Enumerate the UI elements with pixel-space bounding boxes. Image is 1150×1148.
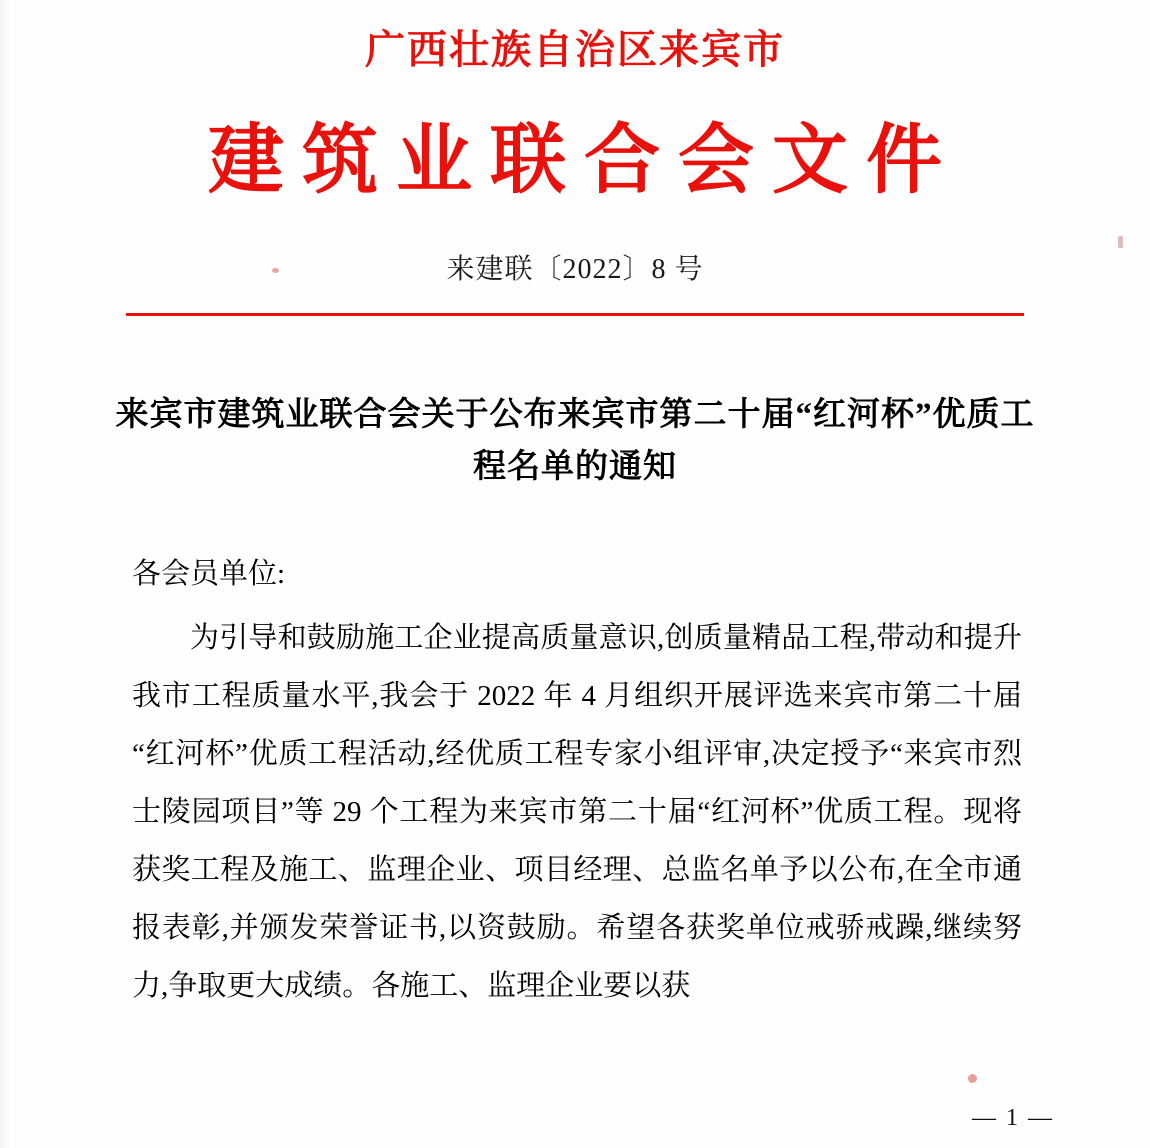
scan-artifact xyxy=(272,268,279,273)
document-body xyxy=(0,545,1150,1015)
issuing-organization: 广西壮族自治区来宾市 xyxy=(365,27,785,72)
red-divider-rule xyxy=(126,313,1024,316)
body-paragraph-1: 为引导和鼓励施工企业提高质量意识,创质量精品工程,带动和提升我市工程质量水平,我会于 2022 年 4 月组织开展评选来宾市第二十届“红河杯”优质工程活动,经优质工程专家小组评审,决定授予“来宾市烈士陵园项目”等 29 个工程为来宾市第二十届“红河杯”优质工程。现将获奖工程及施工、监理企业、项目经理、总监名单予以公布,在全市通报表彰,并颁发荣誉证书,以资鼓励。希望各获奖单位戒骄戒躁,继续努力,争取更大成绩。各施工、监理企业要以获 xyxy=(132,621,1022,1002)
document-number: 来建联〔2022〕8 号 xyxy=(446,254,704,286)
salutation: 各会员单位: xyxy=(132,557,286,590)
document-masthead xyxy=(0,0,1150,316)
scan-artifact xyxy=(968,1074,977,1083)
page-title: 来宾市建筑业联合会关于公布来宾市第二十届“红河杯”优质工程名单的通知 xyxy=(115,397,1035,485)
page-number: — 1 — xyxy=(972,1105,1054,1131)
scan-artifact xyxy=(246,934,252,940)
scan-artifact xyxy=(1118,236,1123,248)
document-name-heading: 建筑业联合会文件 xyxy=(208,119,960,203)
